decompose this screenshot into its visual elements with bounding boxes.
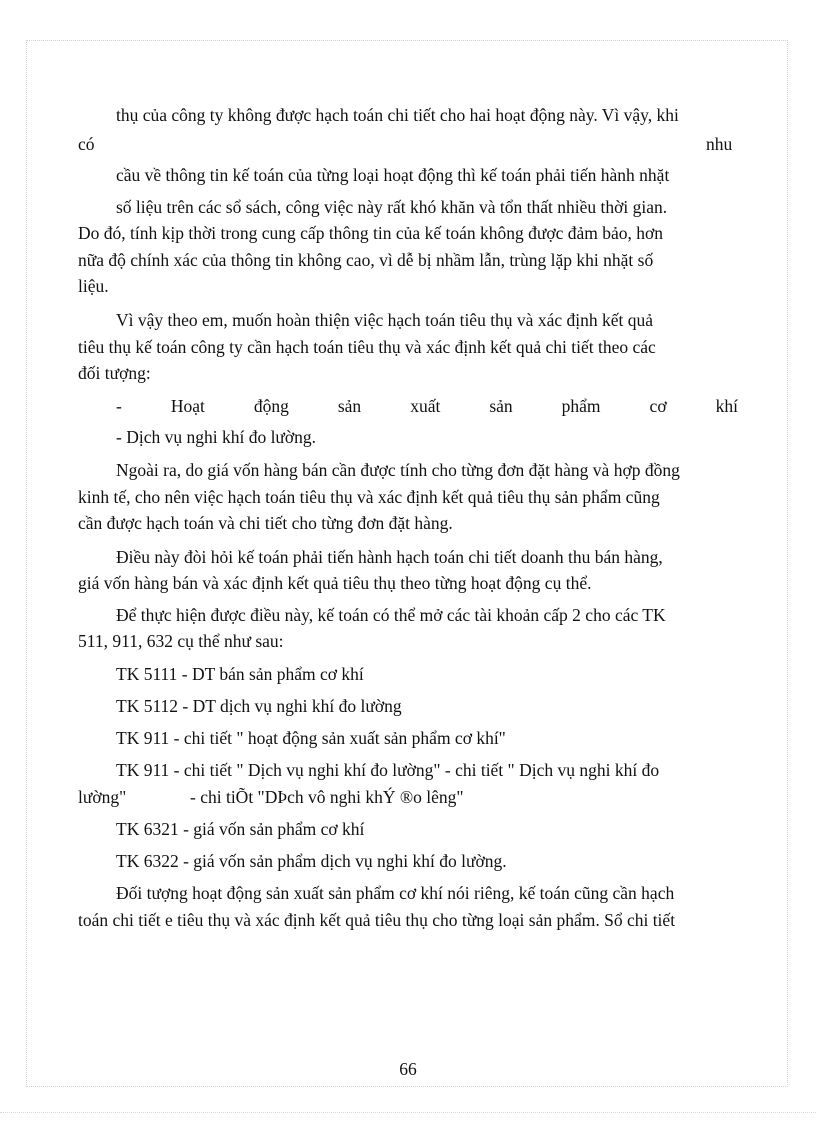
page-number: 66 bbox=[399, 1059, 417, 1079]
text-line: tiêu thụ kế toán công ty cần hạch toán tiêu thụ và xác định kết quả chi tiết theo các bbox=[78, 337, 656, 357]
text-line: nhu bbox=[706, 134, 733, 154]
text-line: liệu. bbox=[78, 276, 109, 296]
account-line: TK 5111 - DT bán sản phẩm cơ khí bbox=[116, 664, 364, 684]
text-line: đối tượng: bbox=[78, 363, 151, 383]
account-line: lường" bbox=[78, 787, 127, 807]
account-line: TK 6321 - giá vốn sản phẩm cơ khí bbox=[116, 819, 365, 839]
text-line: giá vốn hàng bán và xác định kết quả tiêu thụ theo từng hoạt động cụ thể. bbox=[78, 573, 592, 593]
text-line: Điều này đòi hỏi kế toán phải tiến hành hạch toán chi tiết doanh thu bán hàng, bbox=[116, 547, 663, 567]
text-line: kinh tế, cho nên việc hạch toán tiêu thụ và xác định kết quả tiêu thụ sản phẩm cũng bbox=[78, 487, 660, 507]
word: - bbox=[116, 396, 122, 416]
text-line: Vì vậy theo em, muốn hoàn thiện việc hạch toán tiêu thụ và xác định kết quả bbox=[116, 310, 653, 330]
text-line: số liệu trên các sổ sách, công việc này rất khó khăn và tổn thất nhiều thời gian. bbox=[116, 197, 668, 217]
text-line: 511, 911, 632 cụ thể như sau: bbox=[78, 631, 284, 651]
word: xuất bbox=[410, 396, 441, 416]
word: khí bbox=[715, 396, 738, 416]
footer-rule bbox=[0, 1112, 816, 1113]
text-line: toán chi tiết e tiêu thụ và xác định kết quả tiêu thụ cho từng loại sản phẩm. Sổ chi tiết bbox=[78, 910, 676, 930]
text-line: cần được hạch toán và chi tiết cho từng đơn đặt hàng. bbox=[78, 513, 453, 533]
text-line: cầu về thông tin kế toán của từng loại hoạt động thì kế toán phải tiến hành nhặt bbox=[116, 165, 670, 185]
account-line: TK 911 - chi tiết " Dịch vụ nghi khí đo lường" - chi tiết " Dịch vụ nghi khí đo bbox=[116, 760, 660, 780]
text-line: thụ của công ty không được hạch toán chi tiết cho hai hoạt động này. Vì vậy, khi bbox=[116, 105, 679, 125]
list-item: - Dịch vụ nghi khí đo lường. bbox=[116, 427, 317, 447]
text-line: có bbox=[78, 134, 95, 154]
word: cơ bbox=[649, 396, 667, 416]
word: sản bbox=[489, 396, 513, 416]
account-line: - chi tiÕt "DÞch vô nghi khÝ ®o lêng" bbox=[190, 787, 464, 807]
list-item-justified bbox=[116, 395, 738, 417]
word: sản bbox=[337, 396, 362, 416]
text-line: Do đó, tính kịp thời trong cung cấp thông tin của kế toán không được đảm bảo, hơn bbox=[78, 223, 663, 243]
text-line: Đối tượng hoạt động sản xuất sản phẩm cơ khí nói riêng, kế toán cũng cần hạch bbox=[116, 883, 675, 903]
account-line: TK 911 - chi tiết " hoạt động sản xuất sản phẩm cơ khí" bbox=[116, 728, 506, 748]
word: động bbox=[253, 396, 289, 416]
word: Hoạt bbox=[170, 396, 205, 416]
account-line: TK 6322 - giá vốn sản phẩm dịch vụ nghi khí đo lường. bbox=[116, 851, 507, 871]
word: phẩm bbox=[561, 396, 601, 416]
text-line: Để thực hiện được điều này, kế toán có thể mở các tài khoản cấp 2 cho các TK bbox=[116, 605, 666, 625]
text-line: Ngoài ra, do giá vốn hàng bán cần được tính cho từng đơn đặt hàng và hợp đồng bbox=[116, 460, 680, 480]
text-line: nữa độ chính xác của thông tin không cao, vì dễ bị nhầm lẫn, trùng lặp khi nhặt số bbox=[78, 250, 654, 270]
account-line: TK 5112 - DT dịch vụ nghi khí đo lường bbox=[116, 696, 402, 716]
